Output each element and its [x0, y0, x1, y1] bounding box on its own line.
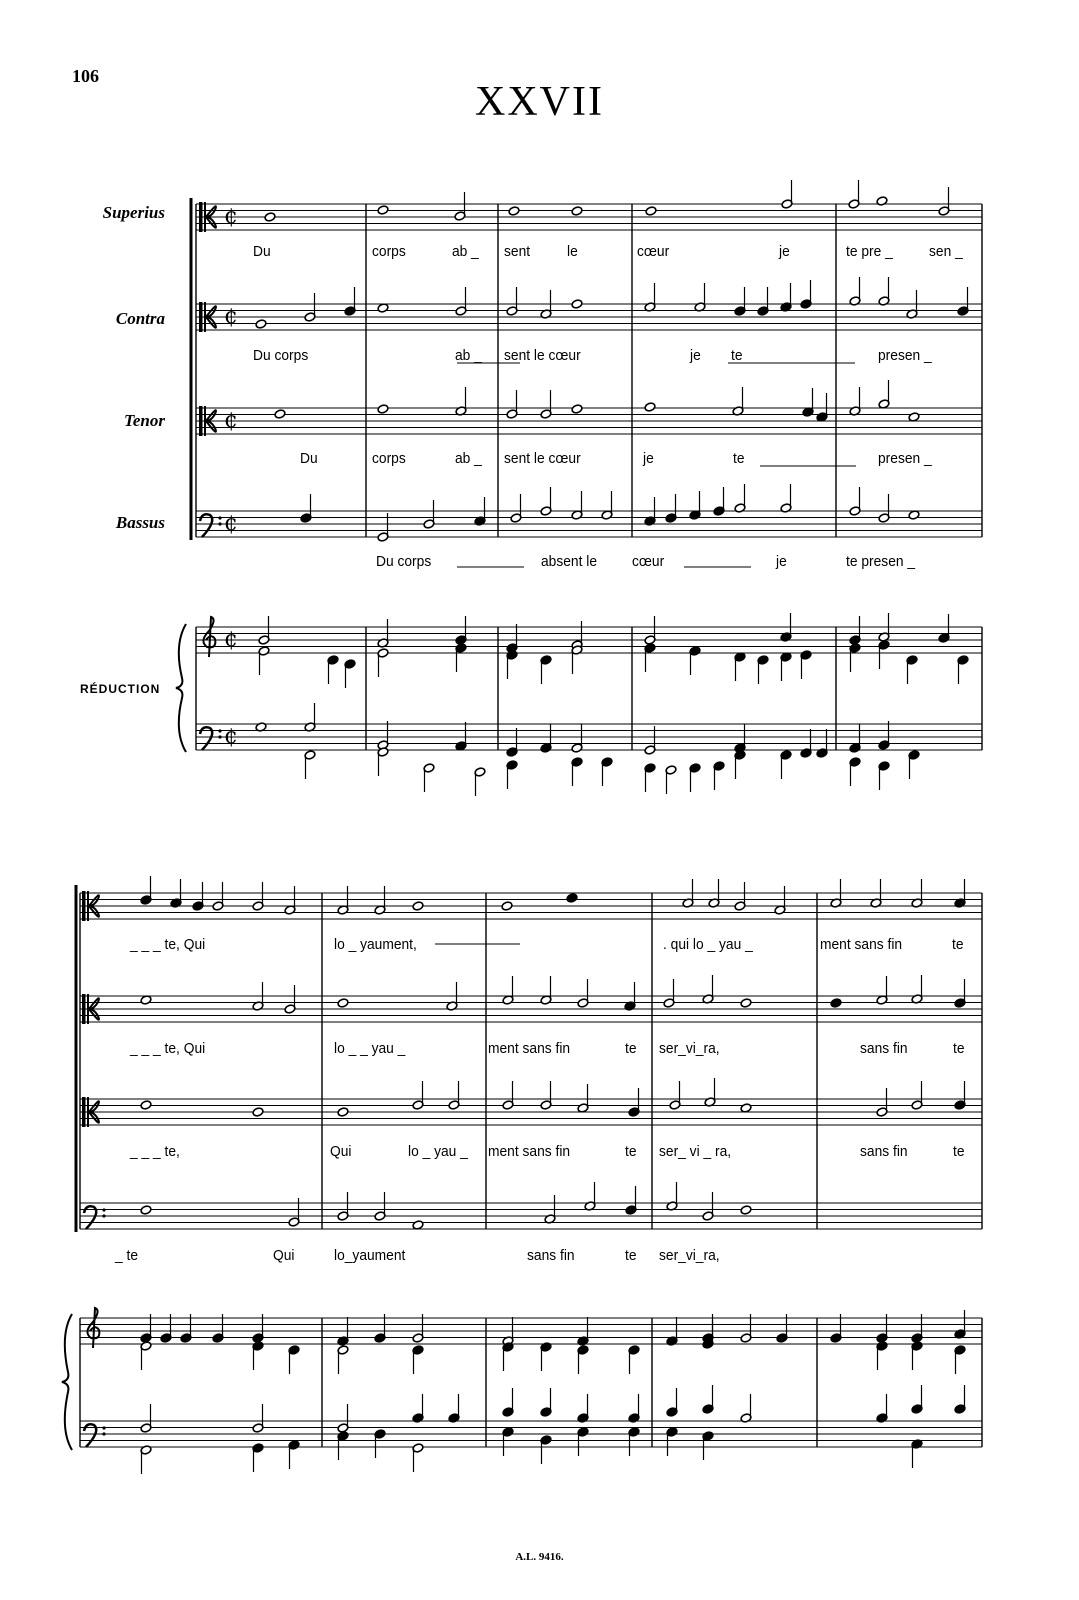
lyric: je [776, 553, 787, 570]
lyric: sans fin [860, 1143, 908, 1160]
lyric: sen _ [929, 243, 963, 260]
lyric: sent [504, 243, 531, 260]
piece-title: XXVII [475, 79, 604, 125]
lyric: _ te [115, 1247, 139, 1264]
lyric: ab _ [455, 347, 482, 364]
lyric: _ _ _ te, Qui [130, 1040, 206, 1057]
note [571, 206, 583, 216]
note [377, 404, 389, 414]
lyric: ser_ vi _ ra, [659, 1143, 732, 1160]
note [140, 1205, 152, 1215]
time-signature: ¢ [224, 408, 238, 433]
note [508, 206, 520, 216]
lyric: te [733, 450, 745, 467]
lyric: _ _ _ te, [130, 1143, 180, 1160]
voice-label-superius: Superius [102, 203, 165, 222]
lyric: Du [300, 450, 318, 467]
brace [176, 624, 186, 752]
lyric: Qui [273, 1247, 295, 1264]
lyric: ab _ [452, 243, 479, 260]
lyric: cœur [637, 243, 670, 260]
voice-label-contra: Contra [115, 309, 165, 328]
page-number: 106 [72, 66, 99, 86]
voice-label-tenor: Tenor [124, 411, 165, 430]
lyric: le [567, 243, 578, 260]
lyric: ser_vi_ra, [659, 1040, 720, 1057]
lyric: je [643, 450, 654, 467]
note [645, 206, 657, 216]
note [255, 319, 267, 329]
c-clef-icon [82, 891, 86, 921]
note [274, 409, 286, 419]
lyric: ment sans fin [820, 936, 903, 953]
plate-number: A.L. 9416. [515, 1551, 564, 1563]
lyric: presen _ [878, 450, 932, 467]
lyric: je [779, 243, 790, 260]
lyric: te [952, 936, 964, 953]
lyric: sans fin [527, 1247, 575, 1264]
lyric: ab _ [455, 450, 482, 467]
lyric: sans fin [860, 1040, 908, 1057]
lyric: te pre _ [846, 243, 893, 260]
lyric: lo _ _ yau _ [334, 1040, 406, 1057]
lyric: te [625, 1143, 637, 1160]
lyric: presen _ [878, 347, 932, 364]
lyric: Qui [330, 1143, 352, 1160]
c-clef-icon [82, 1097, 86, 1127]
lyric: corps [372, 450, 406, 467]
note [337, 998, 349, 1008]
time-signature: ¢ [224, 304, 238, 329]
note [740, 1205, 752, 1215]
lyric: te [625, 1247, 637, 1264]
lyric: . qui lo _ yau _ [663, 936, 753, 953]
lyric: te presen _ [846, 553, 916, 570]
c-clef-icon [82, 994, 86, 1024]
c-clef-icon [199, 202, 203, 232]
g-clef-icon [203, 617, 215, 657]
lyric: sent le cœur [504, 450, 581, 467]
time-signature: ¢ [224, 511, 238, 536]
lyric: te [625, 1040, 637, 1057]
lyric: te [731, 347, 743, 364]
c-clef-icon [199, 302, 203, 332]
note [140, 1100, 152, 1110]
time-signature: ¢ [224, 204, 238, 229]
lyric: _ _ _ te, Qui [130, 936, 206, 953]
note [571, 299, 583, 309]
reduction-label: RÉDUCTION [80, 682, 161, 696]
lyric: ment sans fin [488, 1143, 571, 1160]
lyric: sent le cœur [504, 347, 581, 364]
lyric: Du corps [376, 553, 432, 570]
lyric: ment sans fin [488, 1040, 571, 1057]
note [644, 402, 656, 412]
note [571, 404, 583, 414]
lyric: ser_vi_ra, [659, 1247, 720, 1264]
c-clef-icon [199, 406, 203, 436]
lyric: cœur [632, 553, 665, 570]
note [830, 998, 842, 1008]
lyric: te [953, 1040, 965, 1057]
g-clef-icon [87, 1308, 99, 1348]
note [337, 1107, 349, 1117]
note [876, 196, 888, 206]
lyric: Du [253, 243, 271, 260]
note [252, 1107, 264, 1117]
lyric: lo _ yau _ [408, 1143, 468, 1160]
lyric: je [690, 347, 701, 364]
brace [62, 1314, 72, 1450]
lyric: absent le [541, 553, 598, 570]
note [264, 212, 276, 222]
lyric: Du corps [253, 347, 309, 364]
lyric: lo_yaument [334, 1247, 406, 1264]
note [377, 205, 389, 215]
lyric: corps [372, 243, 406, 260]
lyric: lo _ yaument, [334, 936, 417, 953]
note [412, 901, 424, 911]
time-signature: ¢ [224, 627, 238, 652]
note [740, 998, 752, 1008]
lyric: te [953, 1143, 965, 1160]
time-signature: ¢ [224, 724, 238, 749]
voice-label-bassus: Bassus [115, 513, 165, 532]
note [566, 893, 578, 903]
note [501, 901, 513, 911]
